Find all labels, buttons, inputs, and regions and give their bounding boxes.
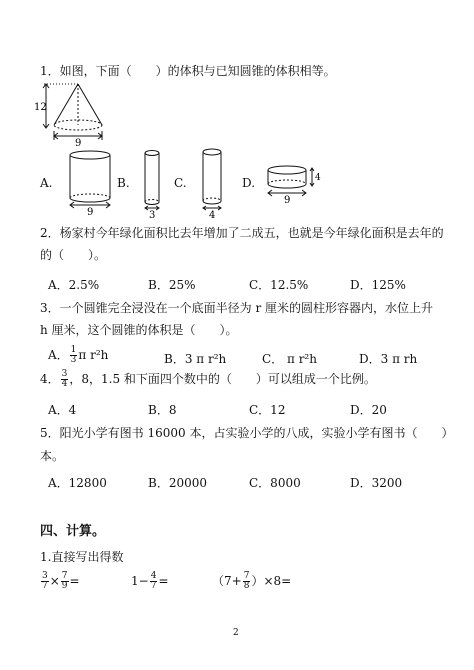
expr2-frac-den: 7 — [150, 581, 157, 591]
cyl-c-dim: 4 — [209, 210, 216, 221]
q1-option-c: C. — [174, 176, 187, 190]
q5-option-c: C．8000 — [249, 476, 301, 490]
q3-option-a-expr: π r²h — [78, 348, 109, 362]
q1-option-b: B. — [117, 176, 130, 190]
expr3-prefix: （7+ — [212, 574, 242, 588]
q4-option-b: B．8 — [148, 403, 177, 417]
cyl-d-dim: 9 — [284, 195, 291, 206]
q3-option-d: D．3 π rh — [359, 352, 418, 366]
section-subtitle: 1.直接写出得数 — [40, 550, 124, 564]
expression-2 — [131, 572, 169, 591]
expression-1 — [40, 572, 80, 591]
cyl-a-dim: 9 — [87, 207, 94, 218]
q4-fraction — [61, 370, 69, 389]
q5-option-b: B．20000 — [148, 476, 207, 490]
expr2-prefix: 1− — [131, 574, 149, 588]
q1-option-d: D. — [242, 176, 256, 190]
q2-option-b: B．25% — [148, 278, 196, 292]
q3-option-a-label: A． — [48, 348, 69, 362]
cylinder-c-figure — [203, 149, 221, 210]
cone-figure — [43, 84, 102, 140]
cylinder-b-figure — [145, 151, 159, 211]
expr1-operator: × — [49, 574, 60, 588]
q2-option-c: C．12.5% — [249, 278, 309, 292]
expr3-frac-num: 7 — [243, 571, 250, 581]
section-title: 四、计算。 — [40, 524, 106, 539]
q2-line1: 2．杨家村今年绿化面积比去年增加了二成五，也就是今年绿化面积是去年的 — [40, 226, 444, 240]
q4-frac-denominator: 4 — [61, 379, 68, 389]
expr2-frac — [150, 572, 158, 591]
q3-line1: 3．一个圆锥完全浸没在一个底面半径为 r 厘米的圆柱形容器内，水位上升 — [40, 301, 434, 315]
cyl-b-dim: 3 — [149, 210, 156, 221]
q3-frac-denominator: 3 — [70, 355, 77, 365]
q3-option-a — [48, 346, 108, 365]
expr3-frac-den: 8 — [243, 581, 250, 591]
q3-line2: h 厘米，这个圆锥的体积是（ ）。 — [40, 323, 238, 337]
q5-option-a: A．12800 — [48, 476, 107, 490]
q3-option-c: C． π r²h — [262, 352, 317, 366]
q1-figures — [0, 0, 474, 230]
q5-line1: 5．阳光小学有图书 16000 本，占实验小学的八成，实验小学有图书（ ） — [40, 426, 454, 440]
q5-line2: 本。 — [40, 449, 65, 463]
q4-frac-numerator: 3 — [61, 369, 68, 379]
q2-line2: 的（ ）。 — [40, 248, 107, 262]
cyl-d-height: 4 — [315, 173, 321, 183]
q5-option-d: D．3200 — [350, 476, 403, 490]
expr2-frac-num: 4 — [150, 571, 157, 581]
q4-option-a: A．4 — [48, 403, 77, 417]
cone-diam-label: 9 — [75, 138, 82, 149]
q4-option-d: D．20 — [350, 403, 387, 417]
cylinder-a-figure — [70, 151, 110, 208]
expr1-frac-b-num: 7 — [61, 571, 68, 581]
q3-frac-numerator: 1 — [70, 345, 77, 355]
page-number: 2 — [233, 628, 239, 638]
expr2-equals: = — [158, 574, 169, 588]
q3-option-a-fraction — [70, 346, 78, 365]
q4-text — [40, 370, 376, 389]
q4-rest: ，8，1.5 和下面四个数中的（ ）可以组成一个比例。 — [69, 372, 376, 386]
expr1-frac-a — [41, 572, 49, 591]
expr3-frac — [243, 572, 251, 591]
expr1-frac-a-den: 7 — [42, 581, 48, 591]
q4-option-c: C．12 — [249, 403, 286, 417]
expr1-frac-b-den: 9 — [61, 581, 68, 591]
cone-height-label: 12 — [34, 102, 47, 113]
q4-label: 4． — [40, 372, 60, 386]
expr1-frac-b — [61, 572, 69, 591]
expr1-frac-a-num: 3 — [42, 571, 48, 581]
expr3-suffix: ）×8= — [251, 574, 292, 588]
expression-3 — [212, 572, 291, 591]
expr1-equals: = — [69, 574, 80, 588]
q3-option-b: B．3 π r²h — [164, 352, 227, 366]
q1-option-a: A. — [40, 176, 53, 190]
q1-text: 1．如图，下面（ ）的体积与已知圆锥的体积相等。 — [40, 64, 336, 78]
q2-option-d: D．125% — [350, 278, 406, 292]
cylinder-d-figure — [268, 166, 314, 196]
q2-option-a: A．2.5% — [48, 278, 100, 292]
